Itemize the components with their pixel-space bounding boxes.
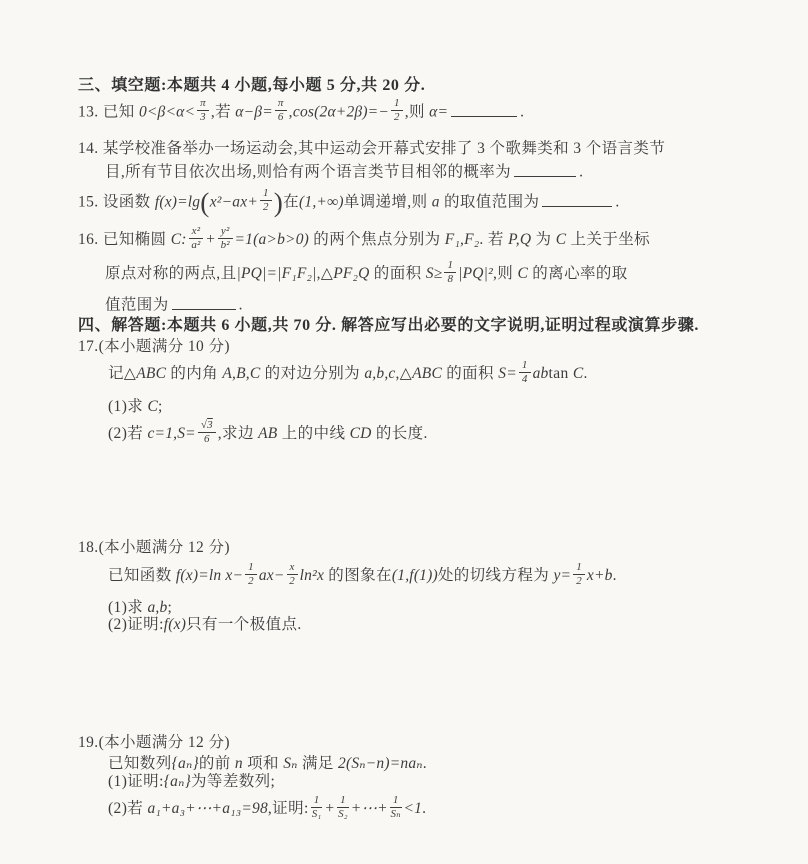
text-run: tan [548, 365, 573, 383]
text-run: 的内角 [166, 365, 223, 383]
question-18-heading [78, 538, 230, 557]
math-run: a₁+a₃+⋯+a₁₃=98 [147, 800, 268, 818]
text-run: 19.(本小题满分 12 分) [78, 734, 230, 751]
text-run: 单调递增,则 [343, 193, 432, 211]
math-run: ln²x [299, 567, 325, 585]
text-run: 的面积 [441, 365, 499, 383]
text-run: 18.(本小题满分 12 分) [78, 539, 230, 556]
text-run: 为 [531, 231, 556, 249]
text-run: . [579, 163, 584, 181]
question-15 [78, 187, 620, 218]
question-19-body [108, 754, 427, 773]
text-run: 为等差数列; [191, 773, 276, 790]
text-run: (1)求 [108, 599, 148, 616]
text-run: ,则 [493, 265, 518, 283]
math-run: f(x)=ln x− [175, 567, 244, 585]
text-run: ; [158, 398, 163, 415]
math-run: (1,+∞) [299, 193, 344, 211]
text-run: 上的中线 [277, 425, 350, 443]
math-run: C: [170, 231, 187, 249]
fraction: $\frac{1}{2}$ [573, 562, 585, 587]
question-16-line-1 [78, 225, 651, 253]
math-run: n [234, 755, 243, 772]
math-run: (1,f(1)) [391, 567, 438, 585]
text-run: 在 [283, 193, 300, 211]
text-run: ,则 [404, 103, 430, 121]
text-run: . [615, 193, 620, 211]
math-run: AB [258, 425, 278, 443]
math-run: S≥ [425, 265, 443, 283]
text-run: 项和 [242, 755, 284, 772]
fraction: $\frac{\text{y²}}{\text{b²}}$ [218, 226, 233, 251]
math-run: C [147, 398, 158, 415]
math-run: F₁,F₂ [444, 231, 480, 249]
fraction: $\frac{1}{4}$ [519, 360, 531, 385]
math-run: ABC [136, 365, 167, 383]
math-run: ax− [258, 567, 285, 585]
text-run: 17.(本小题满分 10 分) [78, 338, 230, 355]
question-16-line-2 [105, 259, 628, 287]
text-run: 四、解答题:本题共 6 小题,共 70 分. 解答应写出必要的文字说明,证明过程或演算步骤. [78, 317, 699, 334]
math-run: cos(2α+2β)=− [292, 103, 389, 121]
math-run: f(x)=lg [154, 193, 201, 211]
text-run: (2)证明: [108, 616, 164, 633]
question-16-line-3 [105, 293, 243, 315]
math-run: {aₙ} [163, 773, 192, 790]
text-run: 的面积 [369, 265, 426, 283]
math-run: x²−ax+ [209, 193, 258, 211]
math-run: 0<β<α< [138, 103, 196, 121]
text-run: ,证明: [267, 800, 309, 818]
big-paren: ) [273, 187, 284, 218]
text-run: . [520, 103, 525, 121]
math-run: <1 [403, 800, 423, 818]
text-run: 14. 某学校准备举办一场运动会,其中运动会开幕式安排了 3 个歌舞类和 3 个语言类节 [78, 140, 666, 157]
text-run: 已知数列 [108, 755, 172, 772]
math-run: α= [429, 103, 449, 121]
text-run: (2)若 [108, 800, 148, 818]
fraction: $\frac{1}{8}$ [444, 260, 456, 285]
text-run: ,若 [210, 103, 236, 121]
answer-blank [172, 293, 236, 310]
text-run: 的图象在 [324, 567, 392, 585]
question-17-heading [78, 337, 230, 356]
math-run: x+b [586, 567, 613, 585]
math-run: y= [553, 567, 572, 585]
text-run: 的离心率的取 [528, 265, 628, 283]
fraction: $\frac{1}{\text{S₁}}$ [311, 794, 322, 820]
question-18-part-2 [108, 615, 302, 634]
math-run: 2(Sₙ−n)=naₙ [338, 755, 423, 772]
question-17-body [108, 359, 588, 387]
fraction: $\frac{\text{x²}}{\text{a²}}$ [189, 226, 204, 251]
text-run: 处的切线方程为 [437, 567, 554, 585]
math-run: C [555, 231, 567, 249]
math-run: {aₙ} [171, 755, 199, 772]
fraction: $\frac{1}{2}$ [245, 562, 257, 587]
text-run: , [288, 103, 293, 121]
math-run: C [517, 265, 528, 283]
math-run: CD [349, 425, 372, 443]
text-run: 16. 已知椭圆 [78, 231, 171, 249]
math-run: C [572, 365, 584, 383]
math-run: ab [532, 365, 549, 383]
math-run: a,b,c [364, 365, 396, 383]
question-13 [78, 97, 525, 125]
section-answer-header [78, 316, 699, 336]
text-run: (2)若 [108, 425, 148, 443]
text-run: ,△ [316, 265, 334, 283]
math-run: S= [498, 365, 517, 383]
fraction: $\frac{√3}{6}$ [198, 420, 216, 445]
question-19-part-2 [108, 794, 427, 822]
question-14-line-2 [105, 160, 583, 182]
text-run: 的前 [198, 755, 235, 772]
big-paren: ( [200, 187, 210, 218]
text-run: 满足 [297, 755, 339, 772]
text-run: 的长度. [371, 425, 428, 443]
math-run: f(x) [163, 616, 187, 633]
text-run: 15. 设函数 [78, 193, 155, 211]
text-run: 的对边分别为 [260, 365, 365, 383]
fraction: $\frac{x}{2}$ [287, 562, 298, 587]
text-run: . [422, 800, 427, 818]
math-run: P,Q [508, 231, 532, 249]
math-run: |PQ|=|F₁F₂| [236, 265, 317, 283]
text-run: . 若 [479, 231, 509, 249]
text-run: 已知函数 [108, 567, 176, 585]
math-run: =1(a>b>0) [234, 231, 310, 249]
text-run: ; [167, 599, 173, 616]
text-run: . [612, 567, 617, 585]
text-run: 三、填空题:本题共 4 小题,每小题 5 分,共 20 分. [78, 77, 426, 94]
question-17-part-2 [108, 419, 428, 447]
text-run: ,△ [395, 365, 413, 383]
fraction: $\frac{1}{\text{Sₙ}}$ [390, 794, 401, 820]
math-run: Sₙ [283, 755, 298, 772]
math-run: +⋯+ [350, 800, 388, 818]
text-run: (1)求 [108, 398, 148, 415]
section-fill-in-header [78, 76, 425, 96]
fraction: $\frac{1}{2}$ [391, 98, 403, 123]
math-run: α−β= [235, 103, 273, 121]
text-run: . [422, 755, 428, 772]
math-run: + [324, 800, 336, 818]
math-run: c=1,S= [147, 425, 196, 443]
math-run: |PQ|² [458, 265, 493, 283]
text-run: ,求边 [217, 425, 259, 443]
text-run: 记△ [108, 365, 137, 383]
question-18-body [108, 561, 617, 589]
text-run: . [583, 365, 588, 383]
text-run: 值范围为 [105, 296, 169, 314]
math-run: A,B,C [222, 365, 261, 383]
math-run: a,b [147, 599, 168, 616]
math-run: a [431, 193, 440, 211]
text-run: 13. 已知 [78, 103, 139, 121]
math-run: PF₂Q [333, 265, 370, 283]
fraction: $\frac{1}{2}$ [260, 188, 272, 213]
fraction: $\frac{\pi}{3}$ [197, 98, 209, 123]
question-14-line-1 [78, 139, 665, 158]
fraction: $\frac{1}{\text{S₂}}$ [338, 794, 348, 820]
text-run: 的两个焦点分别为 [309, 231, 445, 249]
answer-blank [514, 160, 576, 177]
text-run: . [238, 296, 243, 314]
fraction: $\frac{\pi}{6}$ [275, 98, 287, 123]
question-17-part-1 [108, 397, 163, 416]
question-19-part-1 [108, 772, 275, 791]
answer-blank [542, 190, 612, 207]
text-run: 目,所有节目依次出场,则恰有两个语言类节目相邻的概率为 [105, 163, 512, 181]
answer-blank [451, 100, 517, 117]
text-run: 只有一个极值点. [186, 616, 302, 633]
text-run: 的取值范围为 [439, 193, 540, 211]
text-run: (1)证明: [108, 773, 164, 790]
math-run: ABC [412, 365, 442, 383]
text-run: 上关于坐标 [566, 231, 651, 249]
question-19-heading [78, 733, 230, 752]
math-run: + [205, 231, 216, 249]
text-run: 原点对称的两点,且 [105, 265, 237, 283]
